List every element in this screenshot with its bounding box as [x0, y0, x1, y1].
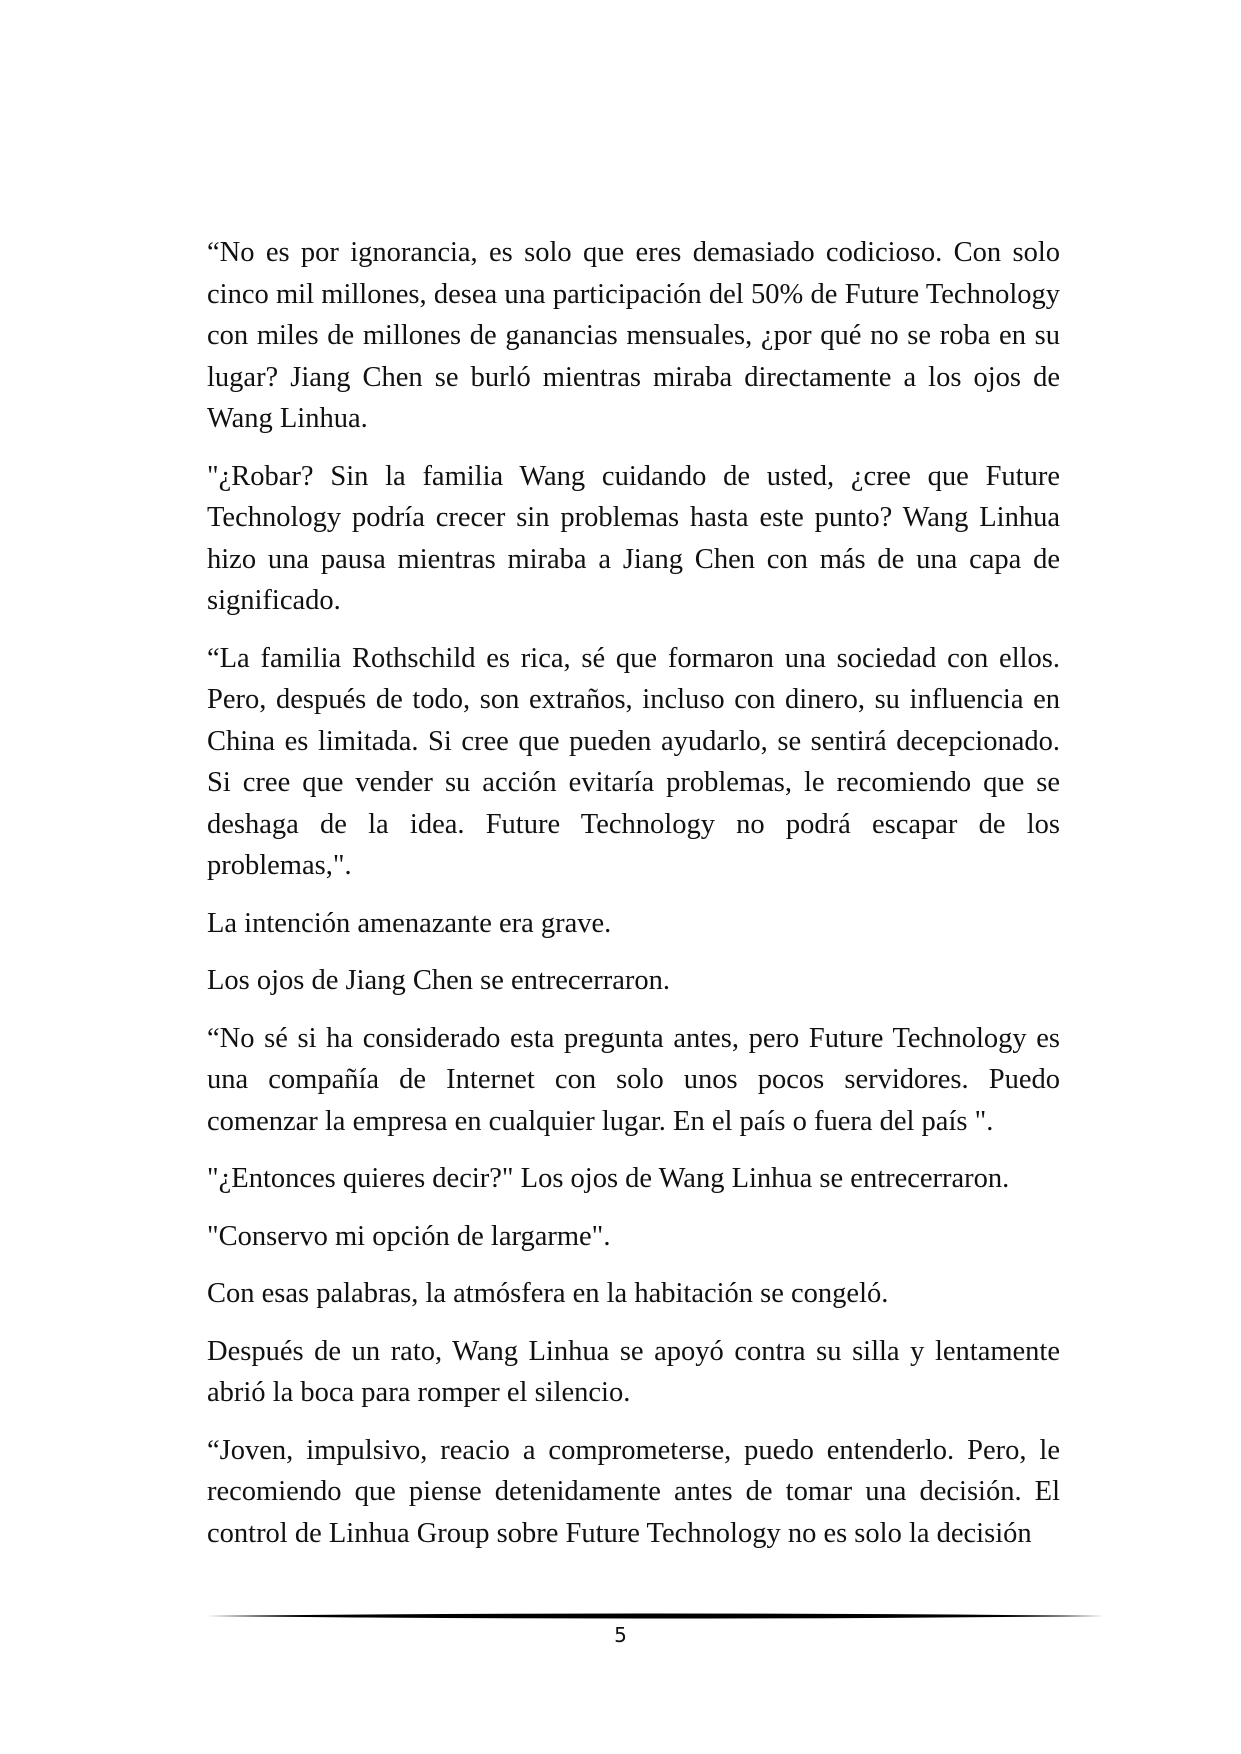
paragraph: Después de un rato, Wang Linhua se apoyó contra su silla y lentamente abrió la boca para romper el silencio. [207, 1335, 1060, 1408]
paragraph: "¿Entonces quieres decir?" Los ojos de Wang Linhua se entrecerraron. [207, 1163, 1010, 1194]
paragraph: “No sé si ha considerado esta pregunta antes, pero Future Technology es una compañía de Internet con solo unos pocos servidores. Puedo comenzar la empresa en cualquier lugar. En el país o fuera del país ". [207, 1022, 1060, 1137]
page-number: 5 [614, 1623, 627, 1647]
footer-rule [207, 1610, 1104, 1622]
paragraph: “Joven, impulsivo, reacio a comprometerse, puedo entenderlo. Pero, le recomiendo que piense detenidamente antes de tomar una decisión. El control de Linhua Group sobre Future Technology no es solo la decisión [207, 1434, 1060, 1549]
paragraph: Con esas palabras, la atmósfera en la habitación se congeló. [207, 1278, 889, 1309]
body-text [207, 232, 1060, 1570]
paragraph: “No es por ignorancia, es solo que eres demasiado codicioso. Con solo cinco mil millones, desea una participación del 50% de Future Technology con miles de millones de ganancias mensuales, ¿por qué no se roba en su lugar? Jiang Chen se burló mientras miraba directamente a los ojos de Wang Linhua. [207, 237, 1060, 434]
paragraph: "¿Robar? Sin la familia Wang cuidando de usted, ¿cree que Future Technology podría crecer sin problemas hasta este punto? Wang Linhua hizo una pausa mientras miraba a Jiang Chen con más de una capa de significado. [207, 460, 1060, 616]
paragraph: "Conservo mi opción de largarme". [207, 1220, 611, 1252]
paragraph: “La familia Rothschild es rica, sé que formaron una sociedad con ellos. Pero, después de todo, son extraños, incluso con dinero, su influencia en China es limitada. Si cree que pueden ayudarlo, se sentirá decepcionado. Si cree que vender su acción evitaría problemas, le recomiendo que se deshaga de la idea. Future Technology no podrá escapar de los problemas,". [207, 642, 1060, 881]
paragraph: Los ojos de Jiang Chen se entrecerraron. [207, 965, 670, 996]
paragraph: La intención amenazante era grave. [207, 907, 612, 939]
